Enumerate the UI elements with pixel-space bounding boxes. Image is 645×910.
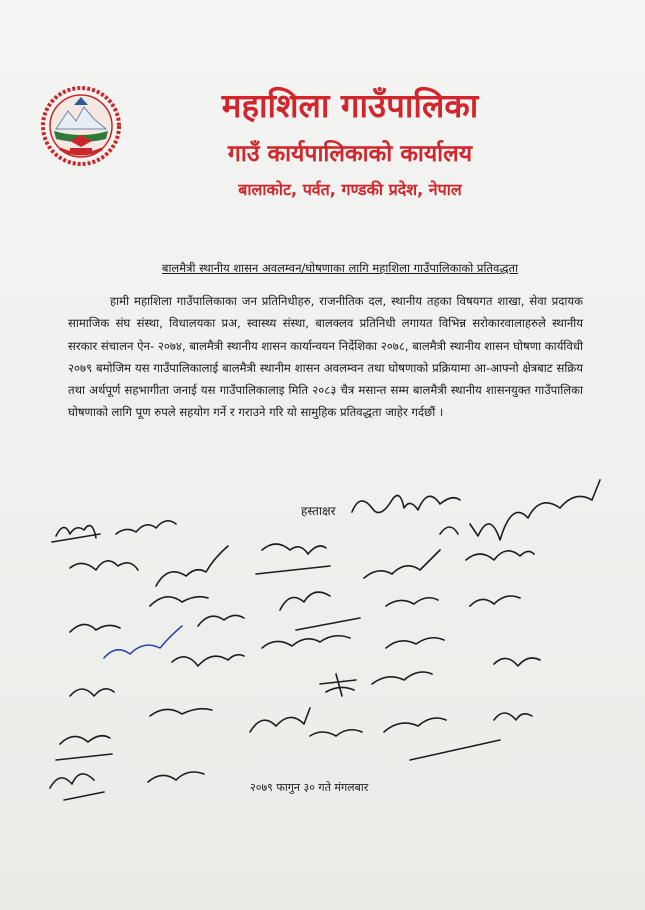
signature-label: हस्ताक्षर bbox=[301, 504, 336, 518]
signature bbox=[150, 597, 208, 606]
signature bbox=[198, 615, 244, 626]
signature bbox=[70, 689, 114, 696]
signature bbox=[156, 546, 228, 586]
signature bbox=[372, 672, 432, 684]
signature bbox=[352, 496, 460, 513]
signature bbox=[384, 718, 446, 732]
signature bbox=[466, 551, 534, 560]
signature bbox=[364, 550, 440, 578]
signature bbox=[56, 736, 112, 760]
signature bbox=[440, 480, 600, 540]
signature bbox=[172, 655, 244, 666]
document-heading: बालमैत्री स्थानीय शासन अवलम्वन/घोषणाका लागि महाशिला गाउँपालिकाको प्रतिवद्धता bbox=[161, 261, 519, 275]
document-date: २०७९ फागुन ३० गते मंगलबार bbox=[250, 781, 369, 794]
nepal-emblem-icon bbox=[40, 85, 122, 167]
signature bbox=[262, 636, 350, 648]
signature bbox=[116, 521, 176, 534]
signature bbox=[150, 709, 212, 716]
signature bbox=[104, 626, 182, 658]
signature bbox=[50, 774, 104, 800]
signature bbox=[320, 674, 356, 696]
signature bbox=[386, 598, 438, 606]
signature bbox=[410, 740, 500, 760]
signature bbox=[70, 561, 138, 570]
signatures-area bbox=[0, 470, 645, 830]
municipality-title: महाशिला गाउँपालिका bbox=[221, 86, 479, 125]
signature bbox=[494, 658, 540, 666]
signature bbox=[256, 544, 330, 574]
signature bbox=[148, 772, 204, 782]
office-subtitle: गाउँ कार्यपालिकाको कार्यालय bbox=[227, 141, 473, 167]
signature bbox=[386, 638, 444, 648]
signature bbox=[52, 526, 100, 543]
signature bbox=[250, 708, 310, 732]
commitment-paragraph: हामी महाशिला गाउँपालिकाका जन प्रतिनिधीहरु, राजनीतिक दल, स्थानीय तहका विषयगत शाखा, सेवा प्रदायक सामाजिक संघ संस्था, विधालयका प्रअ, स्वास्थ्य संस्था, बालक्लव प्रतिनिधी लगायत विभिन्न सरोकारवालाहरुले स्थानीय सरकार संचालन ऐन- २०७४, बालमैत्री स्थानीय शासन कार्यान्वयन निर्देशिका २०७८, बालमैत्री स्थानीय शासन घोषणा कार्यविधी २०७९ बमोजिम यस गाउँपालिकालाई बालमैत्री स्थानीम शासन अवलम्वन तथा घोषणाको प्रक्रियामा आ-आफ्नो क्षेत्रबाट सक्रिय तथा अर्थपूर्ण सहभागीता जनाई यस गाउँपालिकालाइ मिति २०८३ चैत्र मसान्त सम्म बालमैत्री स्थानीय शासनयुक्त गाउँपालिका घोषणाको लागि पूण रुपले सहयोग गर्ने र गराउने गरि यो सामुहिक प्रतिवद्धता जाहेर गर्दछौं । bbox=[68, 294, 583, 420]
office-address: बालाकोट, पर्वत, गण्डकी प्रदेश, नेपाल bbox=[238, 180, 462, 199]
signature bbox=[310, 730, 362, 736]
signature bbox=[470, 596, 520, 606]
signature bbox=[494, 713, 532, 720]
signature bbox=[70, 624, 120, 632]
signature bbox=[280, 592, 360, 630]
